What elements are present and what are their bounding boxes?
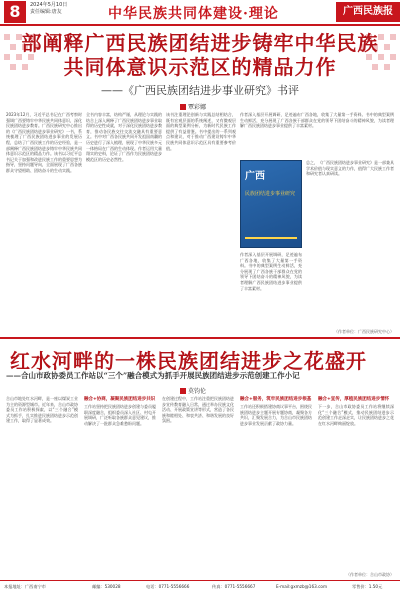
issue-date [30, 2, 67, 16]
article2-headline: 红水河畔的一株民族团结进步之花盛开 [10, 349, 367, 373]
section-title: 中华民族共同体建设·理论 [108, 6, 279, 22]
article1-headline-line1: 部阐释广西民族团结进步铸牢中华民族 [21, 31, 379, 55]
article1-author-unit: （作者单位：广西民族研究中心） [334, 329, 394, 334]
article2-section-heading-3: 融合+宣传，厚植民族团结进步情怀 [318, 397, 390, 402]
article1-column-6: 作者深入基层开展调研，足迹遍布广西各地，收集了大量第一手资料。书中的典型案例生动鲜活，充分展现了广西各族干部群众在党的领导下团结奋斗的精神风貌，为读者理解广西民族团结进步事业提供了丰富素材。 [240, 252, 302, 291]
book-cover-subtitle: 民族团结进步事业研究 [245, 191, 296, 197]
masthead [0, 0, 400, 26]
footer-postcode: 邮编：530028 [92, 584, 121, 589]
footer-phone: 电话：0771-5556666 [146, 584, 190, 589]
article1-column-1: 2023年12月，习近平总书记在广西考察时强调广西要铸牢中华民族共同体意识，深化民族团结进步教育。广西民族研究中心推出的《广西民族团结进步事业研究》一书，系统梳理了广西民族团结进步事业的发展历程，总结了广西民族工作的历史经验，是一部阐释广西民族团结进步铸牢中华民族共同体意识示范区的精品力作。该书以习近平总书记关于加强和改进民族工作的重要思想为指导，坚持问题导向，全面展现了广西各族群众守望相助、团结奋斗的生动实践。 [6, 112, 82, 173]
article1-column-2: 全书内容丰富，结构严谨，从理论与实践的结合上深入阐释了广西民族团结进步事业取得的历史性成就，对于深化民族团结进步教育，推动各民族交往交流交融具有重要意义。书中对广西各民族共同开发祖国南疆的历史进行了深入梳理，展现了中华民族多元一体格局在广西的生动体现。作者运用大量翔实的史料，论证了广西作为民族团结进步模范区的历史必然性。 [86, 112, 162, 162]
article2-byline [180, 386, 206, 395]
article2-author: 莫钧伦 [188, 388, 207, 395]
article1-byline [180, 102, 206, 111]
footer-email: E-mail:gxmzb@163.com [276, 584, 328, 589]
byline-marker-icon [180, 388, 186, 394]
page-number: 8 [4, 1, 26, 23]
article2-column-1: 合山市地处红水河畔，是一座以煤炭工业为主的资源型城市。近年来，合山市政协委员工作站积极探索，以“三个融合”模式为抓手，扎实推进民族团结进步示范创建工作，取得了显著成效。 [6, 396, 78, 424]
byline-marker-icon [180, 104, 186, 110]
footer-address: 本报地址：广西南宁市 [4, 584, 46, 589]
article1-column-5: 总之，《广西民族团结进步事业研究》是一部兼具学术价值与现实意义的力作，值得广大民族工作者和研究者认真研读。 [306, 160, 394, 177]
article2-column-5: 下一步，合山市政协委员工作站将继续深化“三个融合”模式，推动民族团结进步示范创建工作走深走实，让民族团结进步之花在红水河畔绚丽绽放。 [318, 404, 394, 426]
article2-column-3: 在创建过程中，工作站注重把民族团结进步宣传教育融入日常，通过举办民族文化活动、开展政策宣讲等形式，营造了各民族和睦相处、和衷共济、和谐发展的良好氛围。 [162, 396, 234, 424]
article1-author: 覃彩娜 [188, 104, 207, 111]
editor-meta: 责任编辑:唐友 [30, 9, 62, 15]
article2-column-2: 工作站坚持把民族团结进步创建与委员履职深度融合，组织委员深入社区、村屯开展调研，广泛听取各族群众意见建议，推动解决了一批群众急难愁盼问题。 [84, 404, 156, 426]
article1-headline-line2: 共同体意识示范区的精品力作 [63, 55, 337, 79]
article1-column-4: 作者深入基层开展调研，足迹遍布广西各地，收集了大量第一手资料。书中的典型案例生动鲜活，充分展现了广西各族干部群众在党的领导下团结奋斗的精神风貌，为读者理解广西民族团结进步事业提供了丰富素材。 [240, 112, 394, 129]
article2-author-unit: （作者单位：合山市政协） [346, 572, 394, 577]
book-cover-title: 广西 [245, 171, 265, 182]
article1-column-3: 该书注重理论创新与实践总结相结合，既有宏观层面的系统阐述，又有微观层面的典型案例分析，为新时代民族工作提供了有益借鉴。书中提出的一系列观点和建议，对于推动广西建设铸牢中华民族共同体意识示范区具有重要参考价值。 [166, 112, 236, 151]
article2-section-heading-1: 融合+协商，凝聚民族团结进步共识 [84, 397, 156, 402]
page-footer [0, 580, 400, 592]
footer-fax: 传真：0771-5556667 [212, 584, 256, 589]
article2-section-heading-2: 融合+服务，筑牢民族团结进步根基 [240, 397, 312, 402]
article2-subhead: ——合山市政协委员工作站以“三个”融合模式为抓手开展民族团结进步示范创建工作小记 [6, 371, 300, 380]
article2-column-4: 工作站还积极搭建协商议事平台，围绕民族团结进步主题开展专题协商，凝聚各方共识，汇聚发展合力，为合山市民族团结进步事业发展贡献了政协力量。 [240, 404, 312, 426]
article1-subhead: ——《广西民族团结进步事业研究》书评 [101, 84, 299, 97]
book-cover-stripe [245, 237, 297, 239]
article-divider [0, 337, 400, 339]
footer-price: 零售价：1.50元 [352, 584, 383, 589]
issue-date-text: 2024年5月10日 [30, 2, 68, 8]
book-cover-image [240, 160, 302, 248]
newspaper-brand: 广西民族报 [336, 2, 400, 22]
